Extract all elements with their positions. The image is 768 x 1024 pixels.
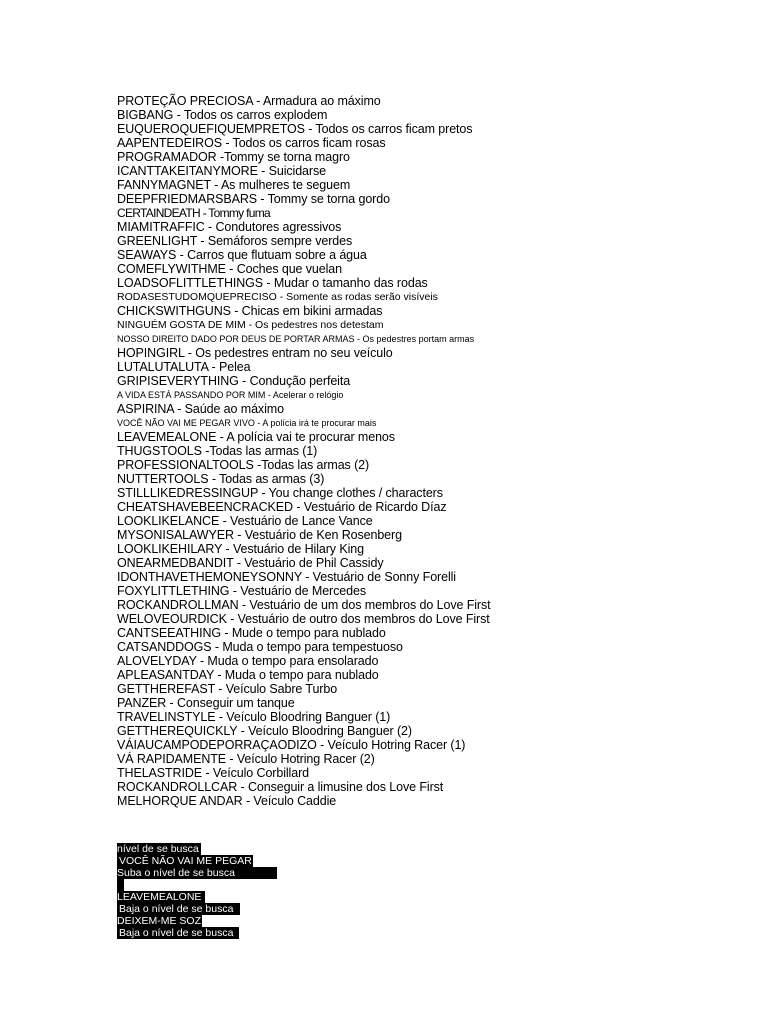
cheat-line: GETTHEREQUICKLY - Veículo Bloodring Banguer (2) xyxy=(117,724,412,738)
cheat-line: VÁIAUCAMPODEPORRAÇAODIZO - Veículo Hotring Racer (1) xyxy=(117,738,466,752)
cheat-line: CERTAINDEATH - Tommy fuma xyxy=(117,206,270,220)
cheat-line: ASPIRINA - Saúde ao máximo xyxy=(117,402,284,416)
cheat-line: PANZER - Conseguir um tanque xyxy=(117,696,295,710)
cheat-line: NINGUÉM GOSTA DE MIM - Os pedestres nos detestam xyxy=(117,319,384,331)
cheat-line: ONEARMEDBANDIT - Vestuário de Phil Cassidy xyxy=(117,556,384,570)
cheat-line: CANTSEEATHING - Mude o tempo para nublado xyxy=(117,626,386,640)
cheat-line: MELHORQUE ANDAR - Veículo Caddie xyxy=(117,794,337,808)
cheat-line: ALOVELYDAY - Muda o tempo para ensolarado xyxy=(117,654,379,668)
cheat-line: LOOKLIKELANCE - Vestuário de Lance Vance xyxy=(117,514,373,528)
redacted-line: Baja o nível de se busca xyxy=(117,927,239,939)
cheat-line: FANNYMAGNET - As mulheres te seguem xyxy=(117,178,351,192)
cheat-line: DEEPFRIEDMARSBARS - Tommy se torna gordo xyxy=(117,192,390,206)
cheat-line: GETTHEREFAST - Veículo Sabre Turbo xyxy=(117,682,338,696)
cheat-line: STILLLIKEDRESSINGUP - You change clothes / characters xyxy=(117,486,443,500)
cheat-line: FOXYLITTLETHING - Vestuário de Mercedes xyxy=(117,584,366,598)
cheat-line: LOOKLIKEHILARY - Vestuário de Hilary King xyxy=(117,542,364,556)
cheat-line: NUTTERTOOLS - Todas as armas (3) xyxy=(117,472,325,486)
cheat-line: ICANTTAKEITANYMORE - Suicidarse xyxy=(117,164,326,178)
redacted-line: VOCÊ NÃO VAI ME PEGAR xyxy=(119,855,252,867)
cheat-line: NOSSO DIREITO DADO POR DEUS DE PORTAR ARMAS - Os pedestres portam armas xyxy=(117,334,475,344)
cheat-line: SEAWAYS - Carros que flutuam sobre a água xyxy=(117,248,367,262)
cheat-line: LEAVEMEALONE - A polícia vai te procurar menos xyxy=(117,430,395,444)
cheat-line: CHEATSHAVEBEENCRACKED - Vestuário de Ricardo Díaz xyxy=(117,500,447,514)
redacted-line: DEIXEM-ME SOZ xyxy=(117,915,202,927)
cheat-line: BIGBANG - Todos os carros explodem xyxy=(117,108,328,122)
redacted-line: Suba o nível de se busca xyxy=(117,867,277,879)
cheat-line: PROTEÇÃO PRECIOSA - Armadura ao máximo xyxy=(117,94,381,108)
redacted-line: Baja o nível de se busca xyxy=(117,903,240,915)
cheat-line: EUQUEROQUEFIQUEMPRETOS - Todos os carros ficam pretos xyxy=(117,122,473,136)
cheat-line: THUGSTOOLS -Todas las armas (1) xyxy=(117,444,318,458)
cheat-line: COMEFLYWITHME - Coches que vuelan xyxy=(117,262,343,276)
cheat-line: CATSANDDOGS - Muda o tempo para tempestuoso xyxy=(117,640,403,654)
cheat-code-list xyxy=(117,94,737,808)
cheat-line: LOADSOFLITTLETHINGS - Mudar o tamanho das rodas xyxy=(117,276,428,290)
cheat-line: HOPINGIRL - Os pedestres entram no seu veículo xyxy=(117,346,393,360)
redacted-line: LEAVEMEALONE xyxy=(117,891,205,903)
cheat-line: AAPENTEDEIROS - Todos os carros ficam rosas xyxy=(117,136,386,150)
cheat-line: CHICKSWITHGUNS - Chicas em bikini armadas xyxy=(117,304,383,318)
cheat-line: THELASTRIDE - Veículo Corbillard xyxy=(117,766,310,780)
cheat-line: MYSONISALAWYER - Vestuário de Ken Rosenberg xyxy=(117,528,402,542)
cheat-line: A VIDA ESTÁ PASSANDO POR MIM - Acelerar o relógio xyxy=(117,390,344,400)
cheat-line: RODASESTUDOMQUEPRECISO - Somente as rodas serão visíveis xyxy=(117,291,438,303)
cheat-line: GRIPISEVERYTHING - Condução perfeita xyxy=(117,374,351,388)
cheat-line: TRAVELINSTYLE - Veículo Bloodring Banguer (1) xyxy=(117,710,391,724)
redacted-bar xyxy=(117,879,124,891)
cheat-line: VÁ RAPIDAMENTE - Veículo Hotring Racer (2) xyxy=(117,752,375,766)
redacted-line: nível de se busca xyxy=(117,843,201,855)
cheat-line: PROFESSIONALTOOLS -Todas las armas (2) xyxy=(117,458,370,472)
cheat-line: GREENLIGHT - Semáforos sempre verdes xyxy=(117,234,353,248)
cheat-line: IDONTHAVETHEMONEYSONNY - Vestuário de Sonny Forelli xyxy=(117,570,456,584)
cheat-line: PROGRAMADOR -Tommy se torna magro xyxy=(117,150,350,164)
cheat-line: APLEASANTDAY - Muda o tempo para nublado xyxy=(117,668,379,682)
cheat-line: WELOVEOURDICK - Vestuário de outro dos membros do Love First xyxy=(117,612,490,626)
cheat-line: ROCKANDROLLMAN - Vestuário de um dos membros do Love First xyxy=(117,598,491,612)
cheat-line: VOCÊ NÃO VAI ME PEGAR VIVO - A polícia irá te procurar mais xyxy=(117,418,377,428)
cheat-line: ROCKANDROLLCAR - Conseguir a limusine dos Love First xyxy=(117,780,444,794)
cheat-line: LUTALUTALUTA - Pelea xyxy=(117,360,251,374)
cheat-line: MIAMITRAFFIC - Condutores agressivos xyxy=(117,220,342,234)
